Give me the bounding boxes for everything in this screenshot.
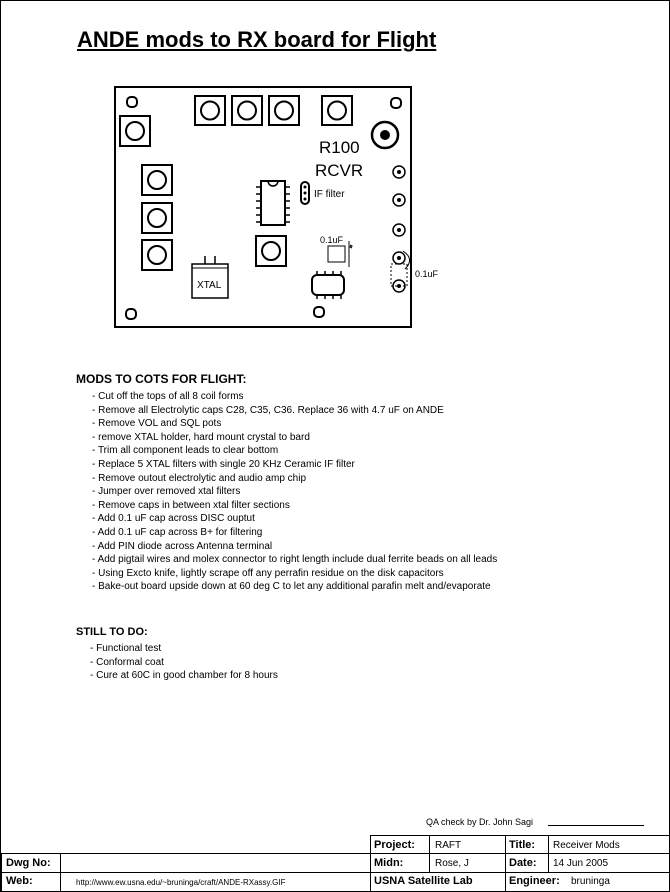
if-filter-label: IF filter bbox=[314, 189, 345, 200]
xtal-label: XTAL bbox=[197, 280, 222, 291]
list-item: - Trim all component leads to clear bottom bbox=[92, 444, 497, 458]
list-item: - Add 0.1 uF cap across DISC ouptut bbox=[92, 512, 497, 526]
dwg-no-label: Dwg No: bbox=[6, 857, 51, 869]
cap-label-right: 0.1uF bbox=[415, 269, 439, 279]
list-item: - remove XTAL holder, hard mount crystal to bard bbox=[92, 431, 497, 445]
engineer-value: bruninga bbox=[571, 876, 610, 887]
mounting-hole-bottom-left bbox=[126, 309, 136, 319]
midn-value: Rose, J bbox=[435, 858, 469, 869]
todo-heading: STILL TO DO: bbox=[76, 626, 148, 638]
coil-form-7 bbox=[142, 203, 172, 233]
list-item: - Bake-out board upside down at 60 deg C to let any additional parafin melt and/evaporate bbox=[92, 580, 497, 594]
wire-pad bbox=[393, 194, 405, 206]
web-label: Web: bbox=[6, 875, 33, 887]
title-label: Title: bbox=[509, 839, 536, 851]
list-item: - Remove VOL and SQL pots bbox=[92, 417, 497, 431]
mods-list bbox=[92, 390, 497, 594]
divider bbox=[60, 853, 61, 892]
wire-pad bbox=[393, 224, 405, 236]
list-item: - Jumper over removed xtal filters bbox=[92, 485, 497, 499]
list-item: - Conformal coat bbox=[90, 656, 278, 670]
title-value: Receiver Mods bbox=[553, 840, 620, 851]
list-item: - Using Excto knife, lightly scrape off any perrafin residue on the disk capacitors bbox=[92, 567, 497, 581]
lab-name: USNA Satellite Lab bbox=[374, 875, 473, 887]
web-url: http://www.ew.usna.edu/~bruninga/craft/ANDE-RXassy.GIF bbox=[76, 878, 286, 887]
divider bbox=[548, 835, 549, 872]
if-filter bbox=[301, 182, 309, 204]
project-label: Project: bbox=[374, 839, 415, 851]
board-label-rcvr: RCVR bbox=[315, 161, 364, 180]
divider bbox=[370, 872, 670, 873]
antenna-connector bbox=[372, 122, 398, 148]
qa-check: QA check by Dr. John Sagi bbox=[426, 817, 534, 827]
ic-chip bbox=[256, 181, 290, 225]
coil-form-4 bbox=[322, 96, 352, 125]
divider bbox=[1, 872, 371, 873]
wire-pad bbox=[393, 166, 405, 178]
list-item: - Add PIN diode across Antenna terminal bbox=[92, 540, 497, 554]
mounting-hole-bottom-right bbox=[314, 307, 324, 317]
list-item: - Cure at 60C in good chamber for 8 hours bbox=[90, 669, 278, 683]
drawing-title: ANDE mods to RX board for Flight bbox=[77, 27, 437, 52]
coil-form-8 bbox=[142, 240, 172, 270]
small-chip bbox=[312, 271, 344, 299]
qa-signature-line bbox=[548, 825, 644, 826]
list-item: - Functional test bbox=[90, 642, 278, 656]
project-value: RAFT bbox=[435, 840, 462, 851]
board-label-r100: R100 bbox=[319, 138, 360, 157]
mounting-hole-top-left bbox=[127, 97, 137, 107]
list-item: - Cut off the tops of all 8 coil forms bbox=[92, 390, 497, 404]
wire-pad bbox=[393, 252, 405, 264]
coil-form-5 bbox=[120, 116, 150, 146]
list-item: - Replace 5 XTAL filters with single 20 KHz Ceramic IF filter bbox=[92, 458, 497, 472]
coil-form-3 bbox=[269, 96, 299, 125]
coil-form-6 bbox=[142, 165, 172, 195]
mods-heading: MODS TO COTS FOR FLIGHT: bbox=[76, 372, 247, 386]
list-item: - Remove caps in between xtal filter sections bbox=[92, 499, 497, 513]
rx-board-diagram bbox=[1, 1, 669, 361]
midn-label: Midn: bbox=[374, 857, 404, 869]
todo-list bbox=[90, 642, 278, 683]
list-item: - Remove outout electrolytic and audio amp chip bbox=[92, 472, 497, 486]
list-item: - Add 0.1 uF cap across B+ for filtering bbox=[92, 526, 497, 540]
list-item: - Remove all Electrolytic caps C28, C35, C36. Replace 36 with 4.7 uF on ANDE bbox=[92, 404, 497, 418]
date-value: 14 Jun 2005 bbox=[553, 858, 609, 869]
divider bbox=[429, 835, 430, 872]
coil-form-1 bbox=[195, 96, 225, 125]
divider bbox=[370, 853, 670, 854]
coil-form-2 bbox=[232, 96, 262, 125]
divider bbox=[505, 835, 506, 892]
engineer-label: Engineer: bbox=[509, 875, 560, 887]
date-label: Date: bbox=[509, 857, 537, 869]
coil-form-9 bbox=[256, 236, 286, 266]
mounting-hole-top-right bbox=[391, 98, 401, 108]
cap-label-top: 0.1uF bbox=[320, 235, 344, 245]
list-item: - Add pigtail wires and molex connector to right length include dual ferrite beads on all leads bbox=[92, 553, 497, 567]
